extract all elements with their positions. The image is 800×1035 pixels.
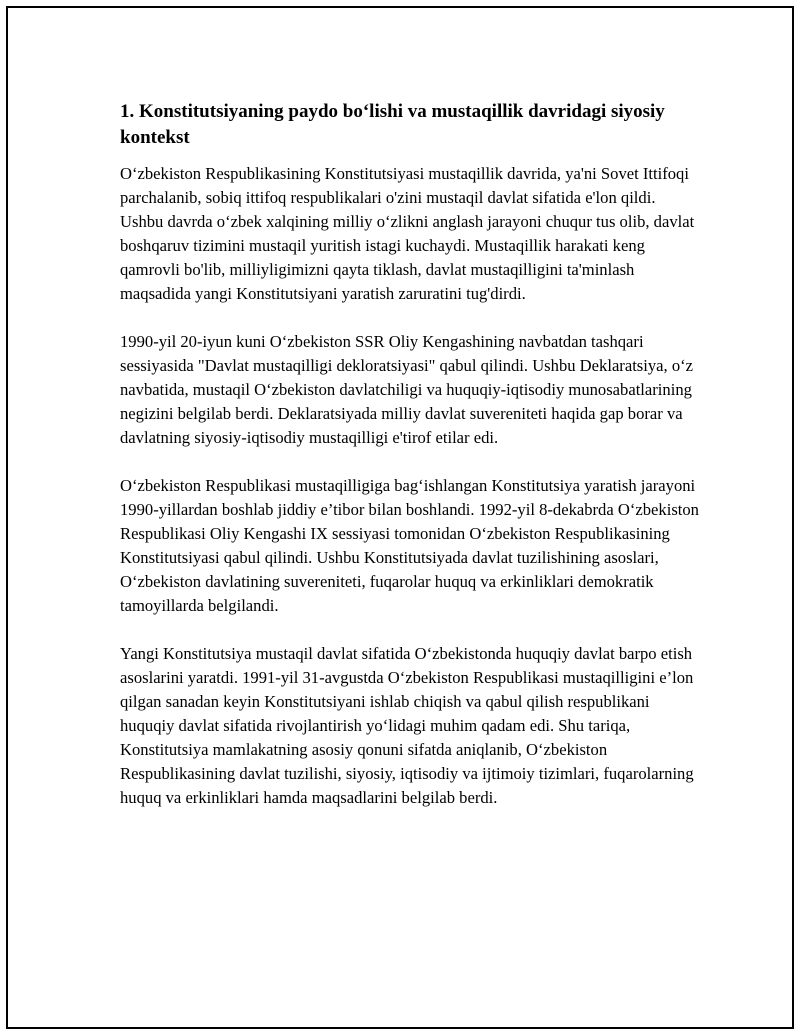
section-title: 1. Konstitutsiyaning paydo bo‘lishi va mustaqillik davridagi siyosiy kontekst — [120, 101, 665, 148]
document-body — [120, 99, 700, 834]
paragraph-1: O‘zbekiston Respublikasining Konstitutsiyasi mustaqillik davrida, ya'ni Sovet Ittifoqi parchalanib, sobiq ittifoq respublikalari o'zini mustaqil davlat sifatida e'lon qildi. Ushbu davrda o‘zbek xalqining milliy o‘zlikni anglash jarayoni chuqur tus olib, davlat boshqaruv tizimini mustaqil yuritish istagi kuchaydi. Mustaqillik harakati keng qamrovli bo'lib, milliyligimizni qayta tiklash, davlat mustaqilligini ta'minlash maqsadida yangi Konstitutsiyani yaratish zaruratini tug'dirdi. — [120, 164, 695, 303]
paragraph-2: 1990-yil 20-iyun kuni O‘zbekiston SSR Oliy Kengashining navbatdan tashqari sessiyasida "Davlat mustaqilligi dekloratsiyasi" qabul qilindi. Ushbu Deklaratsiya, o‘z navbatida, mustaqil O‘zbekiston davlatchiligi va huquqiy-iqtisodiy munosabatlarining negizini belgilab berdi. Deklaratsiyada milliy davlat suvereniteti haqida gap borar va davlatning siyosiy-iqtisodiy mustaqilligi e'tirof etilar edi. — [120, 332, 694, 447]
paragraph-4: Yangi Konstitutsiya mustaqil davlat sifatida O‘zbekistonda huquqiy davlat barpo etish asoslarini yaratdi. 1991-yil 31-avgustda O‘zbekiston Respublikasi mustaqilligini e’lon qilgan sanadan keyin Konstitutsiyani ishlab chiqish va qabul qilish respublikani huquqiy davlat sifatida rivojlantirish yo‘lidagi muhim qadam edi. Shu tariqa, Konstitutsiya mamlakatning asosiy qonuni sifatda aniqlanib, O‘zbekiston Respublikasining davlat tuzilishi, siyosiy, iqtisodiy va ijtimoiy tizimlari, fuqarolarning huquq va erkinliklari hamda maqsadlarini belgilab berdi. — [120, 644, 694, 807]
page-frame — [6, 6, 794, 1029]
paragraph-3: O‘zbekiston Respublikasi mustaqilligiga bag‘ishlangan Konstitutsiya yaratish jarayoni 1990-yillardan boshlab jiddiy e’tibor bilan boshlandi. 1992-yil 8-dekabrda O‘zbekiston Respublikasi Oliy Kengashi IX sessiyasi tomonidan O‘zbekiston Respublikasining Konstitutsiyasi qabul qilindi. Ushbu Konstitutsiyada davlat tuzilishining asoslari, O‘zbekiston davlatining suvereniteti, fuqarolar huquq va erkinliklari demokratik tamoyillarda belgilandi. — [120, 476, 699, 615]
